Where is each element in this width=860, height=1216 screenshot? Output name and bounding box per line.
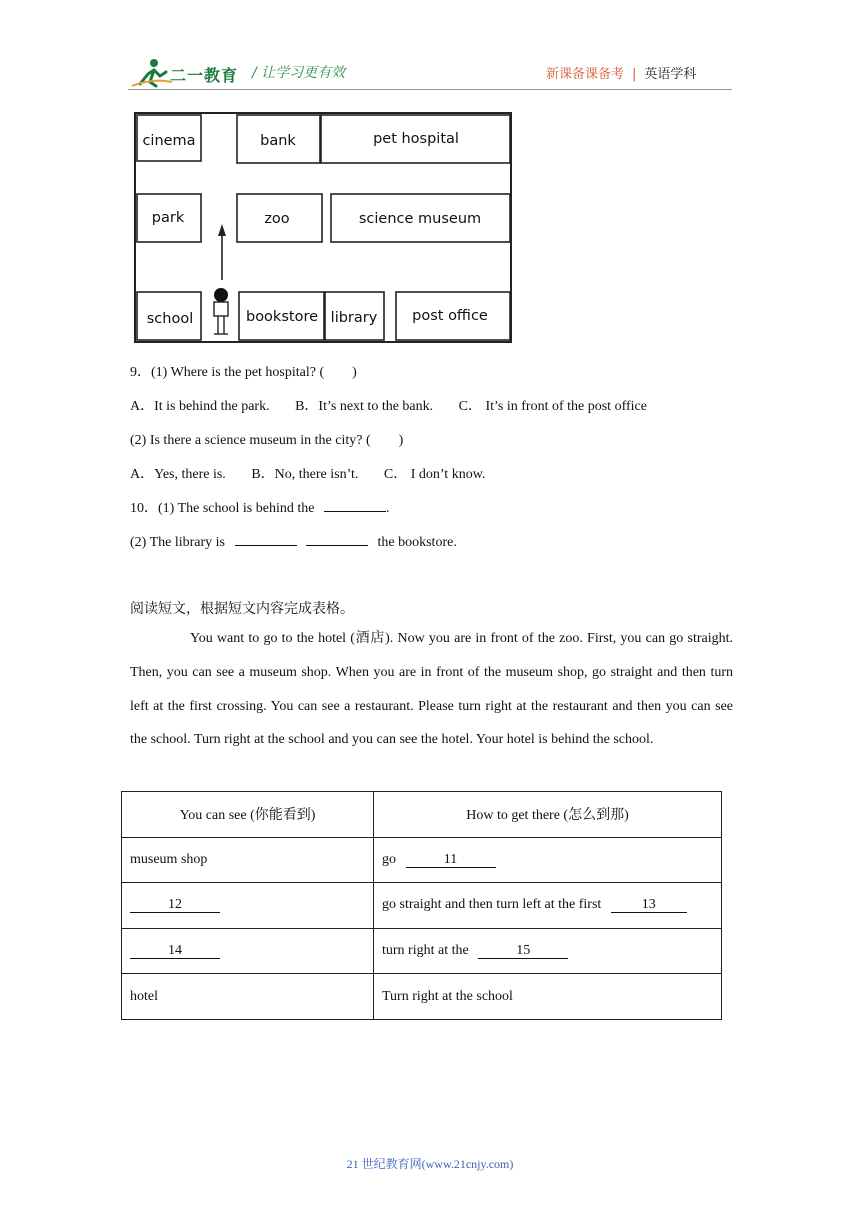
answer-blank[interactable] (306, 531, 368, 546)
option-a: A．It is behind the park. (130, 399, 270, 414)
label-library: library (330, 310, 378, 326)
brand-name: 二一教育 (170, 66, 239, 85)
subject-label: 英语学科 (644, 67, 697, 82)
page-header (0, 0, 860, 95)
cell-text: go (382, 851, 396, 867)
question-9-1-options (130, 395, 647, 415)
table-row (122, 837, 722, 883)
slogan: / 让学习更有效 (252, 65, 346, 81)
question-10-2 (130, 531, 457, 551)
table-header-row (122, 792, 722, 838)
answer-blank[interactable] (324, 497, 386, 512)
answer-table (121, 791, 722, 1020)
label-park: park (151, 210, 185, 226)
person-icon (214, 288, 228, 334)
option-c: C． I don’t know. (383, 467, 486, 482)
option-b: B．It’s next to the bank. (295, 399, 434, 414)
question-9-1: 9．(1) Where is the pet hospital? ( ) (130, 365, 357, 380)
city-map (134, 112, 514, 344)
answer-blank-11[interactable]: 11 (406, 852, 496, 868)
answer-blank[interactable] (235, 531, 297, 546)
label-bank: bank (260, 133, 296, 149)
question-9-2-options (130, 463, 485, 483)
option-a: A．Yes, there is. (130, 467, 226, 482)
answer-blank-14[interactable]: 14 (130, 943, 220, 959)
answer-blank-12[interactable]: 12 (130, 897, 220, 913)
label-post-office: post office (412, 308, 488, 324)
label-zoo: zoo (264, 211, 290, 227)
table-cell (374, 928, 722, 974)
table-cell: Turn right at the school (374, 974, 722, 1020)
page-footer: 21 世纪教育网(www.21cnjy.com) (346, 1157, 514, 1171)
label-bookstore: bookstore (245, 309, 319, 325)
table-cell: hotel (122, 974, 374, 1020)
label-pet-hospital: pet hospital (373, 131, 459, 147)
table-row (122, 974, 722, 1020)
header-divider (128, 89, 732, 90)
question-9-2: (2) Is there a science museum in the city? ( ) (130, 433, 404, 448)
cell-text: go straight and then turn left at the first (382, 897, 602, 913)
answer-blank-13[interactable]: 13 (611, 897, 687, 913)
label-science-museum: science museum (358, 211, 482, 227)
cell-text: turn right at the (382, 943, 469, 959)
question-10-2-text: (2) The library is (130, 535, 225, 550)
direction-arrow-icon (218, 224, 226, 280)
answer-blank-15[interactable]: 15 (478, 943, 568, 959)
question-10-1 (130, 497, 389, 517)
question-10-1-text: 10．(1) The school is behind the (130, 501, 315, 516)
label-school: school (146, 311, 194, 327)
table-cell (122, 928, 374, 974)
table-header-right: How to get there (怎么到那) (374, 792, 722, 838)
header-separator: | (632, 67, 637, 82)
table-row (122, 883, 722, 929)
table-cell (122, 883, 374, 929)
question-10-1-end: . (385, 501, 390, 516)
option-c: C． It’s in front of the post office (458, 399, 647, 414)
label-cinema: cinema (142, 133, 196, 149)
question-10-2-end: the bookstore. (377, 535, 457, 550)
table-cell: museum shop (122, 837, 374, 883)
table-cell (374, 837, 722, 883)
table-cell (374, 883, 722, 929)
course-label: 新课备课备考 (546, 67, 625, 82)
table-header-left: You can see (你能看到) (122, 792, 374, 838)
table-row (122, 928, 722, 974)
reading-passage: You want to go to the hotel (酒店). Now you are in front of the zoo. First, you can go straight. Then, you can see a museum shop. When you are in front of the museum shop, go straight and then turn left at the first crossing. You can see a restaurant. Please turn right at the restaurant and then you can see the school. Turn right at the school and you can see the hotel. Your hotel is behind the school. (130, 631, 733, 748)
header-right (546, 63, 696, 82)
reading-instruction: 阅读短文，根据短文内容完成表格。 (130, 602, 354, 617)
option-b: B．No, there isn’t. (251, 467, 359, 482)
